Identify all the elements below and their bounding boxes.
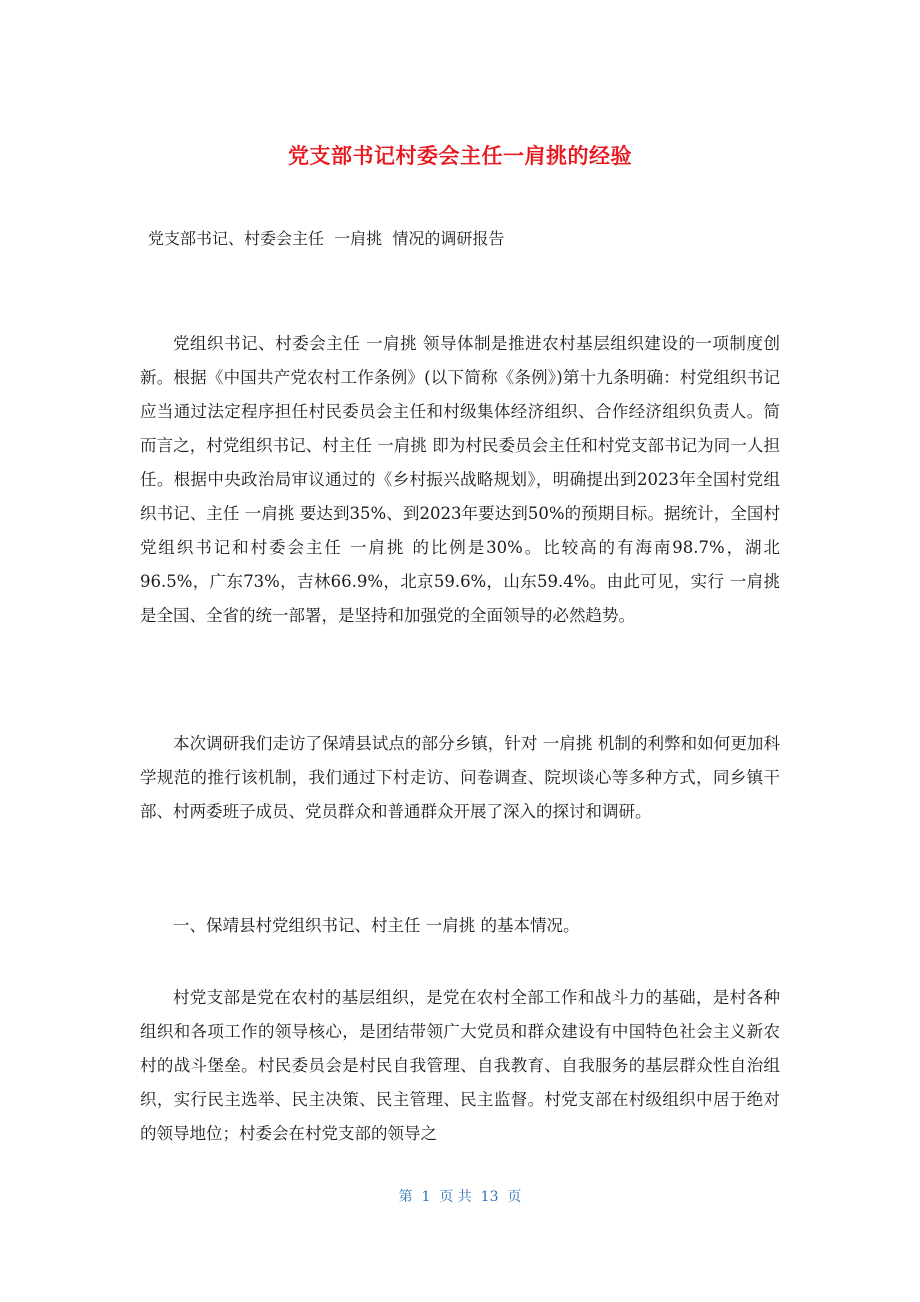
paragraph-2: 本次调研我们走访了保靖县试点的部分乡镇，针对 一肩挑 机制的利弊和如何更加科学规范的推行该机制，我们通过下村走访、问卷调查、院坝谈心等多种方式，同乡镇干部、村两委班子成员、党员群众和普通群众开展了深入的探讨和调研。 xyxy=(140,734,780,821)
section-heading-1: 一、保靖县村党组织书记、村主任 一肩挑 的基本情况。 xyxy=(173,916,580,935)
document-title: 党支部书记村委会主任一肩挑的经验 xyxy=(288,144,632,168)
paragraph-3: 村党支部是党在农村的基层组织，是党在农村全部工作和战斗力的基础，是村各种组织和各项工作的领导核心，是团结带领广大党员和群众建设有中国特色社会主义新农村的战斗堡垒。村民委员会是村民自我管理、自我教育、自我服务的基层群众性自治组织，实行民主选举、民主决策、民主管理、民主监督。村党支部在村级组织中居于绝对的领导地位；村委会在村党支部的领导之 xyxy=(140,988,780,1143)
paragraph-1: 党组织书记、村委会主任 一肩挑 领导体制是推进农村基层组织建设的一项制度创新。根据《中国共产党农村工作条例》(以下简称《条例》)第十九条明确：村党组织书记应当通过法定程序担任村民委员会主任和村级集体经济组织、合作经济组织负责人。简而言之，村党组织书记、村主任 一肩挑 即为村民委员会主任和村党支部书记为同一人担任。根据中央政治局审议通过的《乡村振兴战略规划》，明确提出到2023年全国村党组织书记、主任 一肩挑 要达到35%、到2023年要达到50%的预期目标。据统计，全国村党组织书记和村委会主任 一肩挑 的比例是30%。比较高的有海南98.7%，湖北96.5%，广东73%，吉林66.9%，北京59.6%，山东59.4%。由此可见，实行 一肩挑 是全国、全省的统一部署，是坚持和加强党的全面领导的必然趋势。 xyxy=(140,334,780,625)
document-subtitle: 党支部书记、村委会主任 一肩挑 情况的调研报告 xyxy=(148,229,505,248)
page-number-footer: 第 1 页 共 13 页 xyxy=(398,1189,522,1205)
